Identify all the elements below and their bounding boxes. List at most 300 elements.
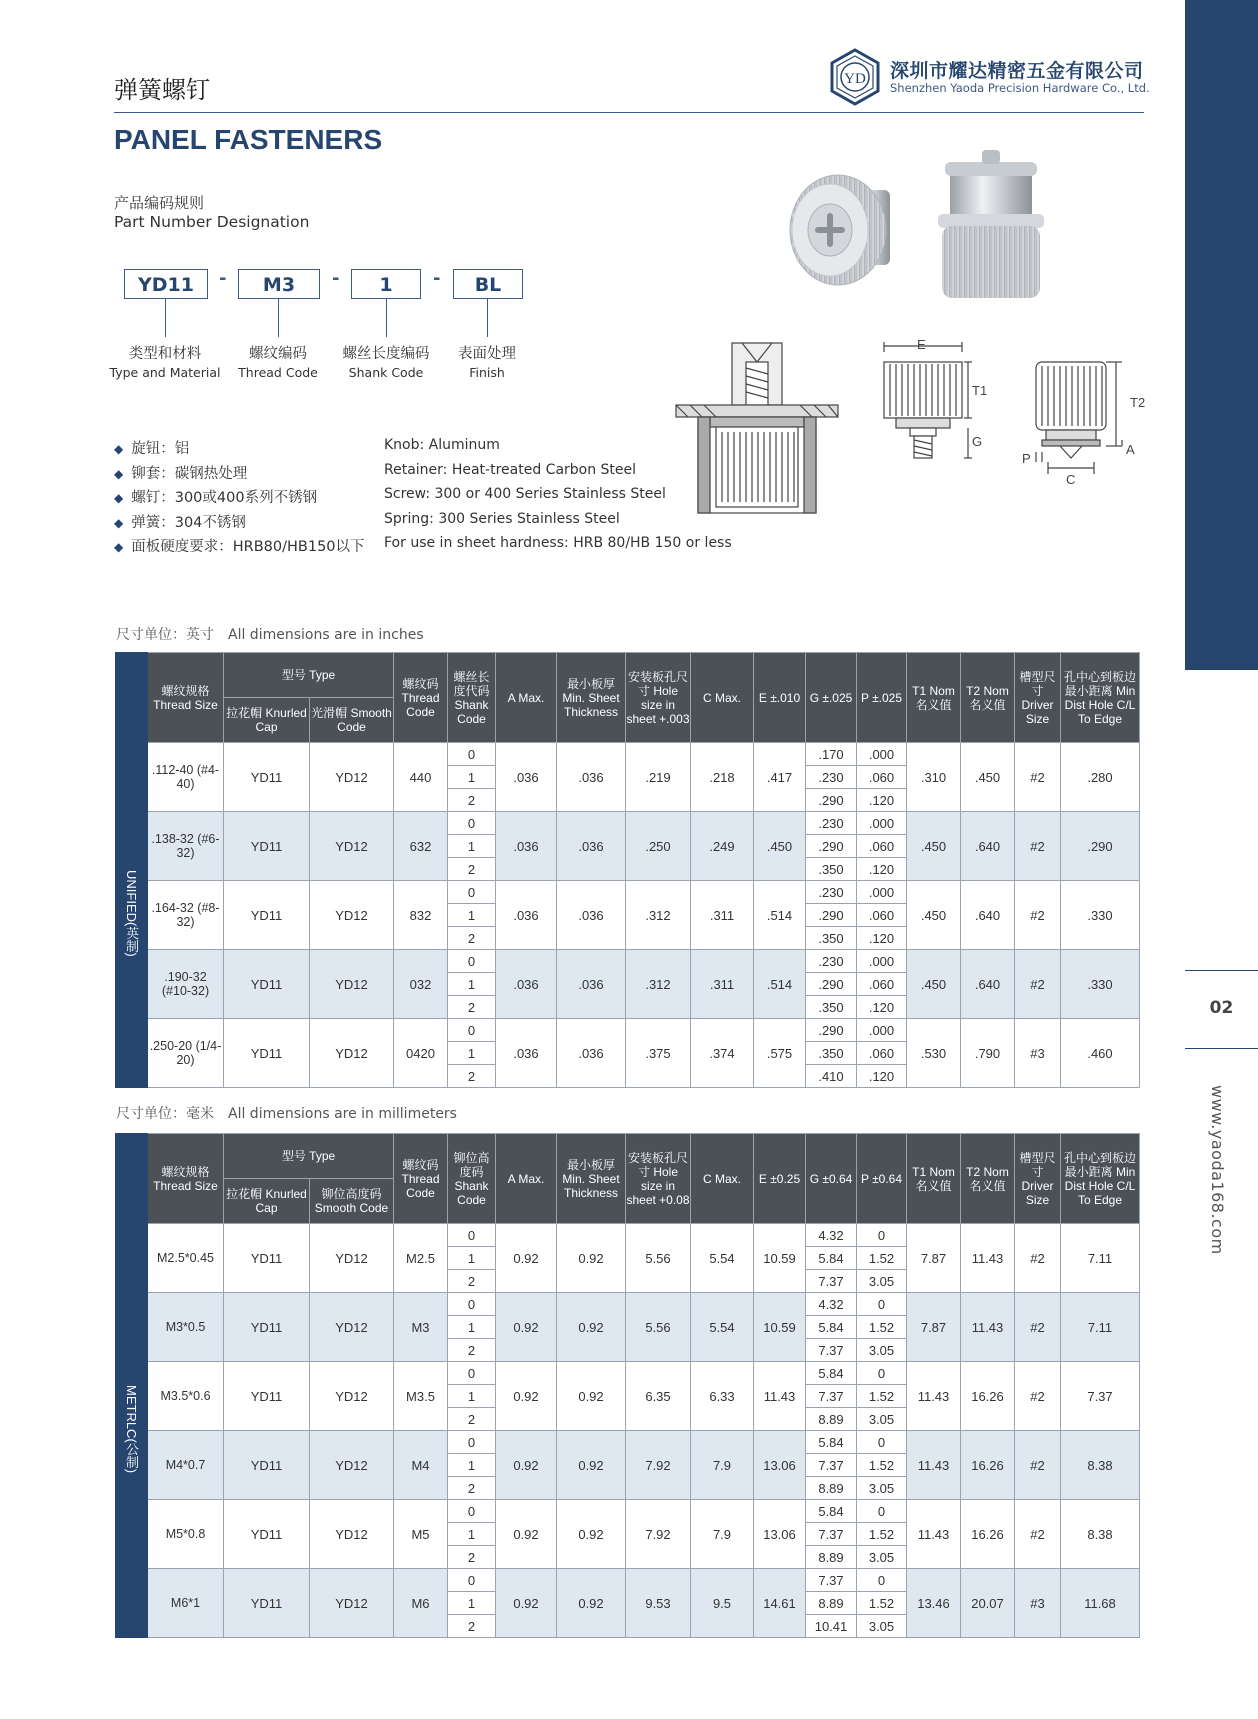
cell-g: .230 [806, 881, 857, 904]
cell-p: .060 [857, 1042, 907, 1065]
cell-driver: #2 [1015, 1362, 1061, 1431]
website-url: www.yaoda168.com [1208, 1085, 1227, 1255]
cell-shank-code: 2 [448, 1546, 496, 1569]
header-t1: T1 Nom 名义值 [907, 653, 961, 743]
cell-min-sheet: 0.92 [557, 1362, 626, 1431]
unit-note-inches: 尺寸单位：英寸 All dimensions are in inches [116, 627, 424, 643]
cell-c: .218 [691, 743, 754, 812]
table-header-side [116, 1134, 148, 1224]
diamond-bullet-icon: ◆ [114, 491, 124, 505]
cell-a: .036 [496, 950, 557, 1019]
cell-t2: .450 [961, 743, 1015, 812]
cell-a: 0.92 [496, 1431, 557, 1500]
header-knurled: 拉花帽 Knurled Cap [224, 1179, 310, 1224]
cell-g: .290 [806, 789, 857, 812]
cell-g: 4.32 [806, 1224, 857, 1247]
cell-e: .417 [754, 743, 806, 812]
header-knurled: 拉花帽 Knurled Cap [224, 698, 310, 743]
cell-g: .350 [806, 1042, 857, 1065]
cell-thread-code: 440 [394, 743, 448, 812]
cell-a: .036 [496, 743, 557, 812]
cell-thread-size: .138-32 (#6-32) [148, 812, 224, 881]
cell-p: 3.05 [857, 1477, 907, 1500]
cell-p: 0 [857, 1500, 907, 1523]
cell-a: 0.92 [496, 1293, 557, 1362]
cell-e: 13.06 [754, 1431, 806, 1500]
cell-thread-code: 032 [394, 950, 448, 1019]
cell-thread-size: M3*0.5 [148, 1293, 224, 1362]
cell-g: 7.37 [806, 1569, 857, 1592]
page-title: PANEL FASTENERS [114, 124, 383, 155]
technical-drawing [670, 340, 1150, 515]
cell-smooth: YD12 [310, 1293, 394, 1362]
product-photo [770, 150, 1070, 315]
side-label-text: METRLC(公制) [124, 1384, 139, 1474]
cell-hole: 7.92 [626, 1431, 691, 1500]
cell-knurled: YD11 [224, 743, 310, 812]
svg-text:C: C [1066, 472, 1076, 487]
cell-shank-code: 2 [448, 1339, 496, 1362]
cell-t1: 7.87 [907, 1224, 961, 1293]
cell-smooth: YD12 [310, 1019, 394, 1088]
table-row [116, 1500, 1140, 1523]
header-a: A Max. [496, 653, 557, 743]
header-thread-code: 螺纹码 Thread Code [394, 653, 448, 743]
cell-g: 8.89 [806, 1592, 857, 1615]
cell-knurled: YD11 [224, 812, 310, 881]
cell-shank-code: 2 [448, 1477, 496, 1500]
cell-thread-code: M3.5 [394, 1362, 448, 1431]
cell-min-sheet: .036 [557, 950, 626, 1019]
cell-c: 7.9 [691, 1500, 754, 1569]
cell-hole: .312 [626, 881, 691, 950]
header-a: A Max. [496, 1134, 557, 1224]
cell-p: .060 [857, 973, 907, 996]
header-driver: 槽型尺寸 Driver Size [1015, 1134, 1061, 1224]
diamond-bullet-icon: ◆ [114, 442, 124, 456]
code-box-shank: 1 [351, 269, 421, 299]
cell-driver: #2 [1015, 743, 1061, 812]
code-separator: - [433, 268, 441, 289]
table-row [116, 950, 1140, 973]
header-g: G ±.025 [806, 653, 857, 743]
cell-g: 5.84 [806, 1247, 857, 1270]
cell-shank-code: 0 [448, 1293, 496, 1316]
cell-smooth: YD12 [310, 1500, 394, 1569]
cell-p: 3.05 [857, 1408, 907, 1431]
svg-text:G: G [972, 434, 983, 449]
header-min-sheet: 最小板厚 Min. Sheet Thickness [557, 653, 626, 743]
category-title: 弹簧螺钉 [114, 76, 210, 104]
cell-g: .290 [806, 835, 857, 858]
cell-shank-code: 0 [448, 743, 496, 766]
cell-c: 6.33 [691, 1362, 754, 1431]
feature-item: ◆ 面板硬度要求：HRB80/HB150以下 [114, 539, 365, 555]
cell-c: 7.9 [691, 1431, 754, 1500]
cell-g: 4.32 [806, 1293, 857, 1316]
cell-driver: #2 [1015, 812, 1061, 881]
code-separator: - [332, 268, 340, 289]
svg-text:YD: YD [844, 71, 866, 87]
cell-shank-code: 1 [448, 1523, 496, 1546]
cell-edge: .290 [1061, 812, 1140, 881]
cell-p: .120 [857, 927, 907, 950]
svg-text:T2: T2 [1130, 395, 1146, 410]
cell-driver: #2 [1015, 1431, 1061, 1500]
cell-g: .170 [806, 743, 857, 766]
inch-dimensions-table [115, 652, 1140, 1088]
cell-c: .311 [691, 881, 754, 950]
cell-p: 3.05 [857, 1546, 907, 1569]
cell-shank-code: 1 [448, 1247, 496, 1270]
cell-p: 3.05 [857, 1270, 907, 1293]
cell-min-sheet: .036 [557, 812, 626, 881]
table-row [116, 1293, 1140, 1316]
header-p: P ±.025 [857, 653, 907, 743]
cell-e: 10.59 [754, 1224, 806, 1293]
cell-p: 3.05 [857, 1615, 907, 1638]
cell-smooth: YD12 [310, 743, 394, 812]
cell-p: .000 [857, 881, 907, 904]
cell-g: 5.84 [806, 1500, 857, 1523]
diamond-bullet-icon: ◆ [114, 467, 124, 481]
cell-p: .000 [857, 812, 907, 835]
cell-a: 0.92 [496, 1500, 557, 1569]
table-row [116, 1569, 1140, 1592]
cell-shank-code: 0 [448, 1569, 496, 1592]
diamond-bullet-icon: ◆ [114, 516, 124, 530]
table-row [116, 1019, 1140, 1042]
svg-text:A: A [1126, 442, 1135, 457]
cell-thread-size: .250-20 (1/4-20) [148, 1019, 224, 1088]
cell-shank-code: 2 [448, 789, 496, 812]
cell-hole: 7.92 [626, 1500, 691, 1569]
cell-p: .000 [857, 743, 907, 766]
cell-shank-code: 1 [448, 1042, 496, 1065]
unit-note-millimeters: 尺寸单位：毫米 All dimensions are in millimeters [116, 1106, 457, 1122]
cell-driver: #2 [1015, 1293, 1061, 1362]
page-number: 02 [1209, 998, 1234, 1018]
header-t2: T2 Nom 名义值 [961, 653, 1015, 743]
feature-en: Spring: 300 Series Stainless Steel [384, 511, 620, 527]
cell-p: .000 [857, 1019, 907, 1042]
cell-a: 0.92 [496, 1224, 557, 1293]
cell-g: .290 [806, 973, 857, 996]
cell-a: .036 [496, 812, 557, 881]
cell-t2: 16.26 [961, 1500, 1015, 1569]
header-smooth: 光滑帽 Smooth Code [310, 698, 394, 743]
cell-a: 0.92 [496, 1362, 557, 1431]
table-row [116, 1362, 1140, 1385]
cell-p: .060 [857, 835, 907, 858]
cell-p: .120 [857, 789, 907, 812]
cell-g: 7.37 [806, 1270, 857, 1293]
cell-min-sheet: .036 [557, 743, 626, 812]
cell-edge: .330 [1061, 881, 1140, 950]
code-connector [278, 299, 279, 337]
cell-edge: .330 [1061, 950, 1140, 1019]
cell-shank-code: 2 [448, 927, 496, 950]
part-number-heading-cn: 产品编码规则 [114, 194, 205, 212]
cell-thread-code: M3 [394, 1293, 448, 1362]
cell-thread-code: M6 [394, 1569, 448, 1638]
cell-e: .450 [754, 812, 806, 881]
cell-smooth: YD12 [310, 1431, 394, 1500]
side-color-band [1185, 0, 1258, 670]
table-row [116, 743, 1140, 766]
cell-thread-code: 632 [394, 812, 448, 881]
header-type: 型号 Type [224, 653, 394, 698]
cell-smooth: YD12 [310, 950, 394, 1019]
cell-g: 8.89 [806, 1477, 857, 1500]
cell-c: .311 [691, 950, 754, 1019]
cell-thread-size: .190-32 (#10-32) [148, 950, 224, 1019]
code-box-thread: M3 [238, 269, 320, 299]
cell-shank-code: 2 [448, 1065, 496, 1088]
header-thread-code: 螺纹码 Thread Code [394, 1134, 448, 1224]
cell-driver: #2 [1015, 950, 1061, 1019]
cell-p: .120 [857, 1065, 907, 1088]
cell-p: 1.52 [857, 1247, 907, 1270]
cell-thread-size: .164-32 (#8-32) [148, 881, 224, 950]
cell-g: .350 [806, 927, 857, 950]
cell-p: 0 [857, 1569, 907, 1592]
cell-shank-code: 1 [448, 1316, 496, 1339]
cell-t2: .640 [961, 812, 1015, 881]
cell-shank-code: 1 [448, 973, 496, 996]
cell-g: 8.89 [806, 1546, 857, 1569]
cell-hole: .219 [626, 743, 691, 812]
cell-t2: 16.26 [961, 1431, 1015, 1500]
cell-t1: 11.43 [907, 1500, 961, 1569]
table-row [116, 881, 1140, 904]
cell-hole: .312 [626, 950, 691, 1019]
cell-e: 13.06 [754, 1500, 806, 1569]
cell-e: 11.43 [754, 1362, 806, 1431]
header-thread-size: 螺纹规格 Thread Size [148, 653, 224, 743]
cell-smooth: YD12 [310, 1569, 394, 1638]
cell-thread-code: M2.5 [394, 1224, 448, 1293]
table-side-label [116, 1224, 148, 1638]
cell-g: .290 [806, 904, 857, 927]
svg-text:E: E [917, 340, 926, 352]
cell-c: 9.5 [691, 1569, 754, 1638]
cell-g: 5.84 [806, 1316, 857, 1339]
cell-p: 0 [857, 1293, 907, 1316]
cell-p: 1.52 [857, 1385, 907, 1408]
cell-p: .120 [857, 996, 907, 1019]
cell-e: 14.61 [754, 1569, 806, 1638]
cell-t2: .790 [961, 1019, 1015, 1088]
cell-p: 1.52 [857, 1523, 907, 1546]
feature-item: ◆ 螺钉：300或400系列不锈钢 [114, 490, 318, 506]
cell-p: .000 [857, 950, 907, 973]
cell-thread-code: M5 [394, 1500, 448, 1569]
feature-item: ◆ 旋钮：铝 [114, 441, 190, 457]
cell-shank-code: 2 [448, 1270, 496, 1293]
page-number-rule-top [1185, 970, 1258, 971]
header-c: C Max. [691, 1134, 754, 1224]
cell-min-sheet: .036 [557, 881, 626, 950]
cell-edge: .280 [1061, 743, 1140, 812]
feature-en: Screw: 300 or 400 Series Stainless Steel [384, 486, 666, 502]
cell-t1: .530 [907, 1019, 961, 1088]
cell-e: .514 [754, 950, 806, 1019]
cell-t2: 20.07 [961, 1569, 1015, 1638]
cell-c: 5.54 [691, 1293, 754, 1362]
cell-hole: 6.35 [626, 1362, 691, 1431]
cell-edge: 7.11 [1061, 1224, 1140, 1293]
cell-c: .374 [691, 1019, 754, 1088]
diamond-bullet-icon: ◆ [114, 540, 124, 554]
cell-thread-size: M2.5*0.45 [148, 1224, 224, 1293]
cell-thread-size: M5*0.8 [148, 1500, 224, 1569]
cell-knurled: YD11 [224, 881, 310, 950]
cell-shank-code: 0 [448, 1224, 496, 1247]
cell-p: 1.52 [857, 1316, 907, 1339]
cell-smooth: YD12 [310, 881, 394, 950]
cell-knurled: YD11 [224, 1293, 310, 1362]
header-divider [114, 112, 1144, 113]
cell-shank-code: 1 [448, 1592, 496, 1615]
header-edge: 孔中心到板边最小距离 Min Dist Hole C/L To Edge [1061, 1134, 1140, 1224]
cell-g: 5.84 [806, 1431, 857, 1454]
company-name-en: Shenzhen Yaoda Precision Hardware Co., Ltd. [890, 81, 1150, 95]
cell-shank-code: 1 [448, 1385, 496, 1408]
cell-thread-code: M4 [394, 1431, 448, 1500]
cell-edge: 8.38 [1061, 1431, 1140, 1500]
cell-driver: #3 [1015, 1569, 1061, 1638]
cell-thread-size: M6*1 [148, 1569, 224, 1638]
cell-min-sheet: 0.92 [557, 1224, 626, 1293]
cell-g: .350 [806, 996, 857, 1019]
header-e: E ±.010 [754, 653, 806, 743]
cell-thread-code: 0420 [394, 1019, 448, 1088]
cell-p: .060 [857, 766, 907, 789]
code-connector [487, 299, 488, 337]
cell-driver: #2 [1015, 1500, 1061, 1569]
cell-t1: 13.46 [907, 1569, 961, 1638]
cell-t1: .450 [907, 950, 961, 1019]
cell-p: 1.52 [857, 1592, 907, 1615]
header-e: E ±0.25 [754, 1134, 806, 1224]
cell-c: 5.54 [691, 1224, 754, 1293]
cell-shank-code: 1 [448, 904, 496, 927]
cell-smooth: YD12 [310, 812, 394, 881]
cell-t1: 11.43 [907, 1362, 961, 1431]
cell-shank-code: 1 [448, 766, 496, 789]
cell-knurled: YD11 [224, 1362, 310, 1431]
cell-hole: 5.56 [626, 1293, 691, 1362]
cell-g: 7.37 [806, 1385, 857, 1408]
part-number-heading-en: Part Number Designation [114, 213, 310, 231]
table-row [116, 812, 1140, 835]
svg-text:T1: T1 [972, 383, 988, 398]
table-side-label [116, 743, 148, 1088]
code-label-finish: 表面处理 Finish [458, 346, 516, 380]
cell-t1: .310 [907, 743, 961, 812]
header-type: 型号 Type [224, 1134, 394, 1179]
header-hole: 安装板孔尺寸 Hole size in sheet +.003 [626, 653, 691, 743]
cell-g: 7.37 [806, 1523, 857, 1546]
company-logo-icon [828, 48, 882, 106]
header-g: G ±0.64 [806, 1134, 857, 1224]
header-min-sheet: 最小板厚 Min. Sheet Thickness [557, 1134, 626, 1224]
header-p: P ±0.64 [857, 1134, 907, 1224]
code-label-type: 类型和材料 Type and Material [109, 346, 221, 380]
cell-shank-code: 2 [448, 1408, 496, 1431]
cell-shank-code: 2 [448, 1615, 496, 1638]
cell-edge: 8.38 [1061, 1500, 1140, 1569]
code-box-finish: BL [453, 269, 523, 299]
cell-thread-size: M3.5*0.6 [148, 1362, 224, 1431]
cell-driver: #3 [1015, 1019, 1061, 1088]
cell-shank-code: 0 [448, 1500, 496, 1523]
cell-t1: .450 [907, 881, 961, 950]
cell-min-sheet: 0.92 [557, 1500, 626, 1569]
cell-hole: .250 [626, 812, 691, 881]
cell-min-sheet: 0.92 [557, 1293, 626, 1362]
table-row [116, 1431, 1140, 1454]
feature-en: For use in sheet hardness: HRB 80/HB 150 or less [384, 535, 732, 551]
cell-g: .230 [806, 950, 857, 973]
cell-e: .514 [754, 881, 806, 950]
cell-t2: 11.43 [961, 1293, 1015, 1362]
metric-dimensions-table [115, 1133, 1140, 1638]
header-thread-size: 螺纹规格 Thread Size [148, 1134, 224, 1224]
cell-thread-code: 832 [394, 881, 448, 950]
cell-knurled: YD11 [224, 1224, 310, 1293]
code-label-shank: 螺丝长度编码 Shank Code [342, 346, 430, 380]
cell-shank-code: 0 [448, 881, 496, 904]
header-shank-code: 铆位高度码 Shank Code [448, 1134, 496, 1224]
cell-a: .036 [496, 881, 557, 950]
cell-edge: 7.11 [1061, 1293, 1140, 1362]
cell-knurled: YD11 [224, 1431, 310, 1500]
feature-en: Retainer: Heat-treated Carbon Steel [384, 462, 637, 478]
cell-t2: 16.26 [961, 1362, 1015, 1431]
cell-e: 10.59 [754, 1293, 806, 1362]
cell-thread-size: M4*0.7 [148, 1431, 224, 1500]
cell-t1: .450 [907, 812, 961, 881]
cell-edge: .460 [1061, 1019, 1140, 1088]
cell-shank-code: 1 [448, 835, 496, 858]
code-separator: - [219, 268, 227, 289]
header-t1: T1 Nom 名义值 [907, 1134, 961, 1224]
cell-t1: 11.43 [907, 1431, 961, 1500]
cell-p: .060 [857, 904, 907, 927]
cell-p: 0 [857, 1224, 907, 1247]
cell-a: 0.92 [496, 1569, 557, 1638]
table-row [116, 1224, 1140, 1247]
cell-shank-code: 2 [448, 858, 496, 881]
cell-shank-code: 0 [448, 950, 496, 973]
cell-g: .350 [806, 858, 857, 881]
cell-smooth: YD12 [310, 1224, 394, 1293]
cell-g: 7.37 [806, 1339, 857, 1362]
cell-smooth: YD12 [310, 1362, 394, 1431]
cell-p: 0 [857, 1362, 907, 1385]
svg-text:P: P [1022, 451, 1031, 466]
cell-t2: .640 [961, 881, 1015, 950]
cell-t2: 11.43 [961, 1224, 1015, 1293]
company-name-cn: 深圳市耀达精密五金有限公司 [890, 60, 1144, 82]
header-driver: 槽型尺寸 Driver Size [1015, 653, 1061, 743]
cell-driver: #2 [1015, 881, 1061, 950]
code-connector [165, 299, 166, 337]
code-label-thread: 螺纹编码 Thread Code [238, 346, 318, 380]
cell-shank-code: 0 [448, 812, 496, 835]
